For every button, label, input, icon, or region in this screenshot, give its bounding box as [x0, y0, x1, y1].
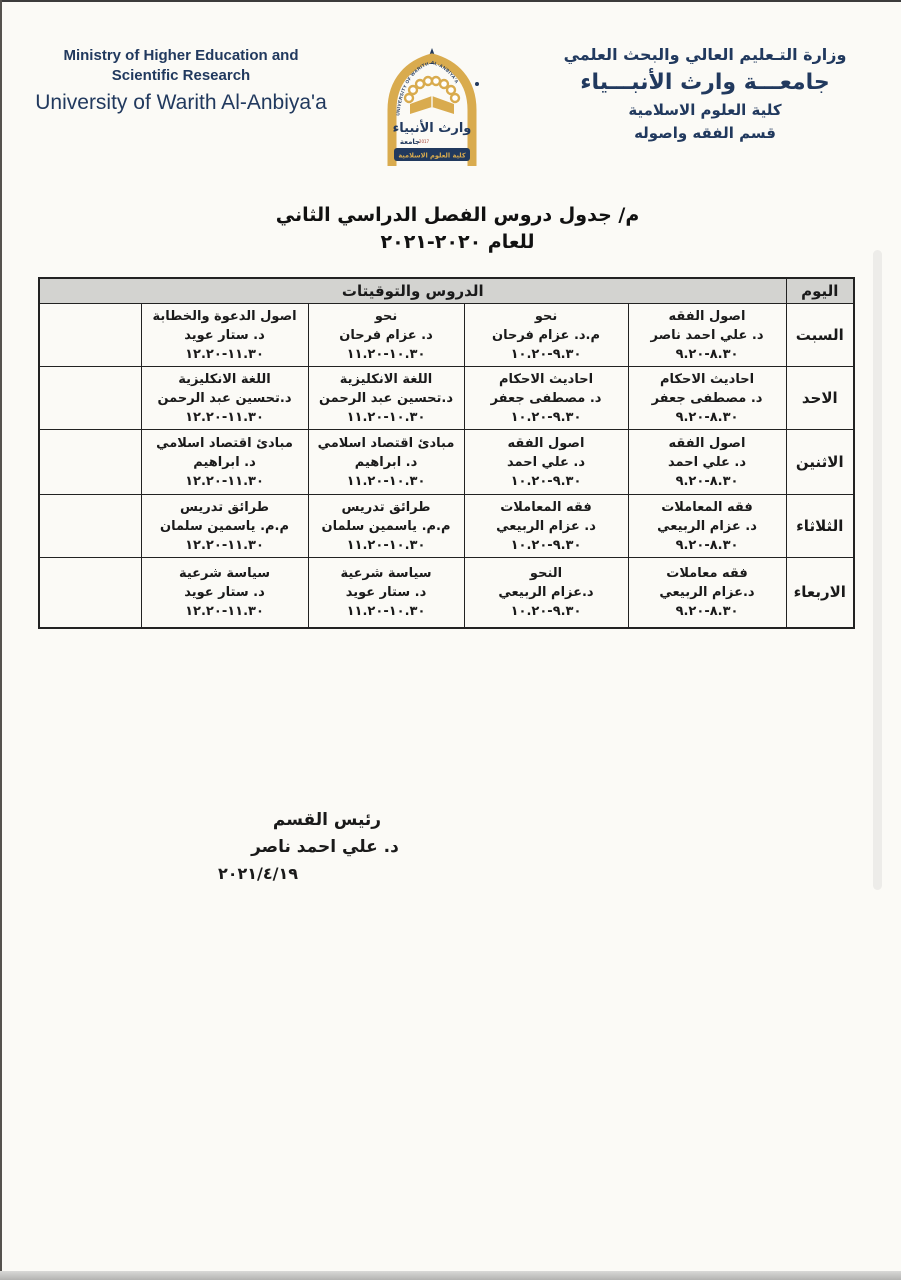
- teacher: د. علي احمد: [667, 454, 747, 470]
- lesson-cell: [464, 430, 628, 495]
- scan-shadow: [873, 250, 882, 890]
- empty-cell: [39, 304, 141, 367]
- university-name-en: University of Warith Al-Anbiya'a: [35, 91, 327, 114]
- column-header-lessons: الدروس والتوقيتات: [39, 278, 786, 304]
- lesson-cell: [308, 558, 464, 628]
- subject: فقه المعاملات: [500, 499, 592, 515]
- lesson-cell: [628, 558, 786, 628]
- logo-calligraphy: وارث الأنبياء: [392, 121, 472, 136]
- empty-cell: [39, 367, 141, 430]
- department-name-ar: قسم الفقه واصوله: [634, 124, 776, 142]
- subject: مبادئ اقتصاد اسلامي: [156, 435, 293, 451]
- lesson-cell: [464, 495, 628, 558]
- time: ١٠.٣٠-١١.٢٠: [346, 346, 426, 362]
- teacher: د. عزام الربيعي: [657, 518, 757, 534]
- lesson-cell: [628, 495, 786, 558]
- teacher: د. عزام فرحان: [339, 327, 433, 343]
- table-header-row: [39, 278, 854, 304]
- teacher: د. ستار عويد: [345, 584, 427, 600]
- header-arabic: [533, 42, 877, 145]
- table-row: [39, 495, 854, 558]
- header-english: [28, 46, 334, 116]
- title-line2: للعام ٢٠٢٠-٢٠٢١: [380, 231, 535, 253]
- table-row: [39, 367, 854, 430]
- table-row: [39, 430, 854, 495]
- time: ١١.٣٠-١٢.٢٠: [185, 409, 264, 425]
- day-label: الاربعاء: [786, 558, 854, 628]
- lesson-cell: [308, 367, 464, 430]
- time: ٨.٣٠-٩.٢٠: [675, 409, 739, 425]
- time: ٩.٣٠-١٠.٢٠: [510, 409, 582, 425]
- subject: فقه معاملات: [666, 565, 748, 581]
- time: ١١.٣٠-١٢.٢٠: [185, 473, 264, 489]
- lesson-cell: [628, 367, 786, 430]
- logo-curved-text: UNIVERSITY OF WARITH AL-ANBIYA'A: [395, 59, 460, 116]
- subject: مبادئ اقتصاد اسلامي: [317, 435, 455, 451]
- signature-date: ٢٠٢١/٤/١٩: [217, 864, 299, 883]
- lesson-cell: [464, 558, 628, 628]
- empty-cell: [39, 558, 141, 628]
- time: ١٠.٣٠-١١.٢٠: [346, 473, 426, 489]
- subject: اللغة الانكليزية: [339, 371, 433, 387]
- table-row: [39, 558, 854, 628]
- column-header-day: اليوم: [786, 278, 854, 304]
- subject: اصول الفقه: [668, 308, 746, 324]
- teacher: د. ستار عويد: [184, 584, 265, 600]
- lesson-cell: [464, 367, 628, 430]
- teacher: م.م. ياسمين سلمان: [321, 518, 451, 534]
- time: ٩.٣٠-١٠.٢٠: [510, 537, 582, 553]
- day-label: السبت: [786, 304, 854, 367]
- ministry-name-ar: وزارة التـعليم العالي والبحث العلمي: [563, 45, 847, 64]
- university-name-ar: جامعـــة وارث الأنبـــياء: [580, 70, 830, 95]
- teacher: د.تحسين عبد الرحمن: [318, 390, 454, 406]
- subject: سياسة شرعية: [178, 565, 271, 581]
- lesson-cell: [308, 495, 464, 558]
- teacher: م.د. عزام فرحان: [492, 327, 601, 343]
- time: ٨.٣٠-٩.٢٠: [675, 537, 739, 553]
- lesson-cell: [628, 430, 786, 495]
- subject: سياسة شرعية: [340, 565, 432, 581]
- subject: احاديث الاحكام: [499, 371, 594, 387]
- teacher: د. مصطفى جعفر: [651, 390, 763, 406]
- subject: طرائق تدريس: [341, 499, 431, 515]
- university-logo: [380, 46, 484, 176]
- empty-cell: [39, 430, 141, 495]
- time: ١٠.٣٠-١١.٢٠: [346, 603, 426, 619]
- subject: فقه المعاملات: [661, 499, 753, 515]
- time: ٨.٣٠-٩.٢٠: [675, 346, 739, 362]
- teacher: د. ابراهيم: [193, 454, 256, 470]
- lesson-cell: [141, 558, 308, 628]
- signature-role: رئيس القسم: [272, 810, 382, 830]
- day-label: الاحد: [786, 367, 854, 430]
- table-row: [39, 304, 854, 367]
- teacher: د.عزام الربيعي: [659, 584, 755, 600]
- subject: اصول الدعوة والخطابة: [152, 308, 297, 324]
- time: ١١.٣٠-١٢.٢٠: [185, 346, 264, 362]
- scan-edge-bottom: [0, 1271, 901, 1280]
- lesson-cell: [141, 495, 308, 558]
- lesson-cell: [141, 304, 308, 367]
- lesson-cell: [464, 304, 628, 367]
- lesson-cell: [141, 430, 308, 495]
- time: ١٠.٣٠-١١.٢٠: [346, 409, 426, 425]
- day-label: الثلاثاء: [786, 495, 854, 558]
- logo-jamia-text: جامعة: [399, 138, 421, 146]
- logo-year: 2017: [418, 139, 430, 144]
- teacher: د. ستار عويد: [184, 327, 265, 343]
- teacher: د.عزام الربيعي: [498, 584, 594, 600]
- time: ٩.٣٠-١٠.٢٠: [510, 473, 582, 489]
- time: ١١.٣٠-١٢.٢٠: [185, 537, 264, 553]
- time: ٩.٣٠-١٠.٢٠: [510, 603, 582, 619]
- teacher: د.تحسين عبد الرحمن: [157, 390, 292, 406]
- teacher: د. ابراهيم: [354, 454, 418, 470]
- teacher: د. مصطفى جعفر: [490, 390, 602, 406]
- document-title: [275, 202, 640, 256]
- teacher: د. عزام الربيعي: [496, 518, 596, 534]
- subject: طرائق تدريس: [179, 499, 270, 515]
- day-label: الاثنين: [786, 430, 854, 495]
- ministry-name-en-line2: Scientific Research: [111, 67, 251, 84]
- time: ٩.٣٠-١٠.٢٠: [510, 346, 582, 362]
- title-line1: م/ جدول دروس الفصل الدراسي الثاني: [275, 204, 640, 226]
- empty-cell: [39, 495, 141, 558]
- lesson-cell: [628, 304, 786, 367]
- subject: نحو: [534, 308, 558, 324]
- subject: اصول الفقه: [507, 435, 585, 451]
- lesson-cell: [308, 304, 464, 367]
- lesson-cell: [308, 430, 464, 495]
- ministry-name-en-line1: Ministry of Higher Education and: [63, 47, 299, 64]
- time: ٨.٣٠-٩.٢٠: [675, 603, 739, 619]
- scan-edge-left: [0, 0, 2, 1280]
- teacher: د. علي احمد: [506, 454, 586, 470]
- teacher: م.م. ياسمين سلمان: [159, 518, 290, 534]
- time: ١١.٣٠-١٢.٢٠: [185, 603, 264, 619]
- logo-banner-text: كلية العلوم الاسلامية: [398, 151, 466, 160]
- time: ٨.٣٠-٩.٢٠: [675, 473, 739, 489]
- subject: النحو: [529, 565, 563, 581]
- subject: اصول الفقه: [668, 435, 746, 451]
- schedule-table: [38, 277, 855, 629]
- subject: نحو: [374, 308, 398, 324]
- lesson-cell: [141, 367, 308, 430]
- teacher: د. علي احمد ناصر: [650, 327, 764, 343]
- signature-name: د. علي احمد ناصر: [251, 837, 399, 857]
- subject: احاديث الاحكام: [660, 371, 755, 387]
- subject: اللغة الانكليزية: [178, 371, 271, 387]
- time: ١٠.٣٠-١١.٢٠: [346, 537, 426, 553]
- college-name-ar: كلية العلوم الاسلامية: [628, 101, 782, 119]
- scan-edge-top: [0, 0, 901, 2]
- ink-dot: [475, 82, 479, 86]
